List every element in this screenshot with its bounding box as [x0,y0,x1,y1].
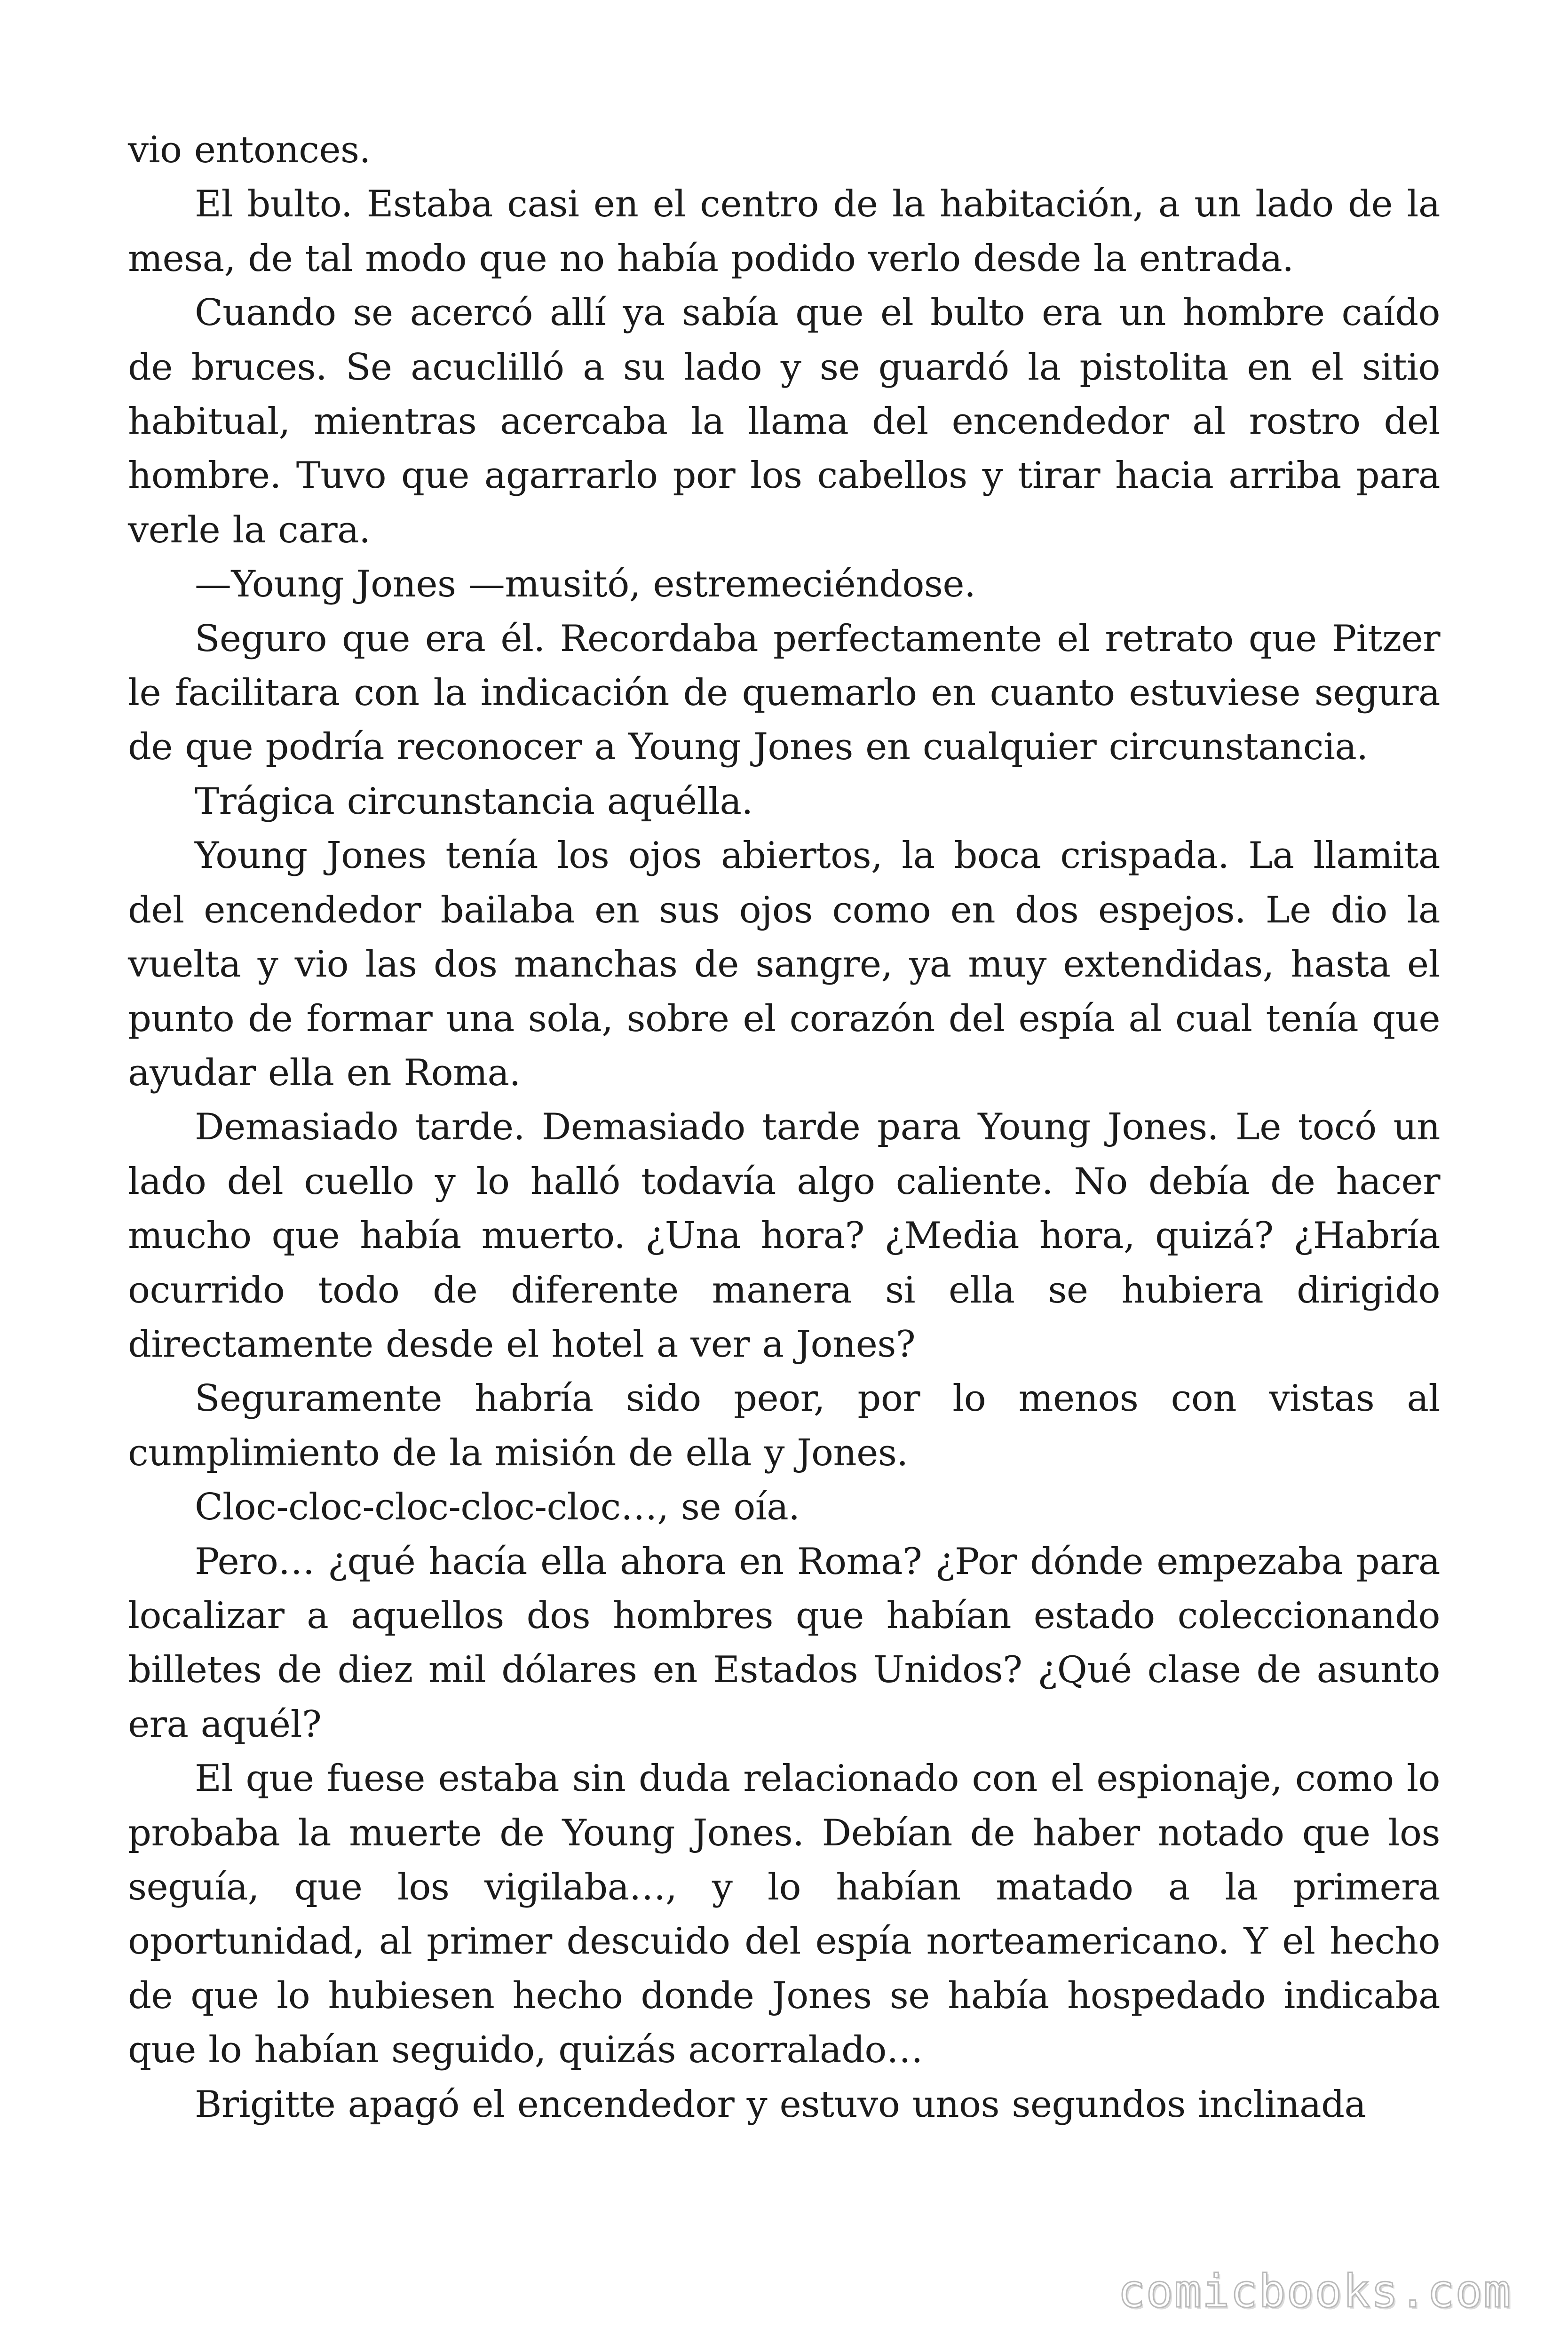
paragraph: El bulto. Estaba casi en el centro de la habitación, a un lado de la mesa, de tal modo que no había podido verlo desde la entrada. [128,183,1440,280]
paragraph: Young Jones tenía los ojos abiertos, la boca crispada. La llamita del encendedor bailaba en sus ojos como en dos espejos. Le dio la vuelta y vio las dos manchas de sangre, ya muy extendidas, hasta el punto de formar una sola, sobre el corazón del espía al cual tenía que ayudar ella en Roma. [128,834,1440,1094]
paragraph: Trágica circunstancia aquélla. [195,780,753,823]
paragraph: Seguro que era él. Recordaba perfectamente el retrato que Pitzer le facilitara con la indicación de quemarlo en cuanto estuviese segura de que podría reconocer a Young Jones en cualquier circunstancia. [128,617,1440,769]
dialogue-paragraph: —Young Jones —musitó, estremeciéndose. [195,563,976,606]
paragraph: vio entonces. [128,129,371,171]
paragraph: Cloc-cloc-cloc-cloc-cloc…, se oía. [195,1486,800,1529]
paragraph: Pero… ¿qué hacía ella ahora en Roma? ¿Por dónde empezaba para localizar a aquellos dos hombres que habían estado coleccionando billetes de diez mil dólares en Estados Unidos? ¿Qué clase de asunto era aquél? [128,1540,1440,1746]
page-body [128,123,1440,2132]
paragraph: El que fuese estaba sin duda relacionado con el espionaje, como lo probaba la muerte de Young Jones. Debían de haber notado que los seguía, que los vigilaba…, y lo habían matado a la primera oportunidad, al primer descuido del espía norteamericano. Y el hecho de que lo hubiesen hecho donde Jones se había hospedado indicaba que lo habían seguido, quizás acorralado… [128,1757,1440,2072]
paragraph: Brigitte apagó el encendedor y estuvo unos segundos inclinada [195,2083,1366,2126]
watermark: comicbooks.com [1117,2265,1512,2318]
paragraph: Seguramente habría sido peor, por lo menos con vistas al cumplimiento de la misión de ella y Jones. [128,1377,1440,1474]
paragraph: Demasiado tarde. Demasiado tarde para Young Jones. Le tocó un lado del cuello y lo halló todavía algo caliente. No debía de hacer mucho que había muerto. ¿Una hora? ¿Media hora, quizá? ¿Habría ocurrido todo de diferente manera si ella se hubiera dirigido directamente desde el hotel a ver a Jones? [128,1106,1440,1366]
paragraph: Cuando se acercó allí ya sabía que el bulto era un hombre caído de bruces. Se acuclilló a su lado y se guardó la pistolita en el sitio habitual, mientras acercaba la llama del encendedor al rostro del hombre. Tuvo que agarrarlo por los cabellos y tirar hacia arriba para verle la cara. [128,292,1440,551]
